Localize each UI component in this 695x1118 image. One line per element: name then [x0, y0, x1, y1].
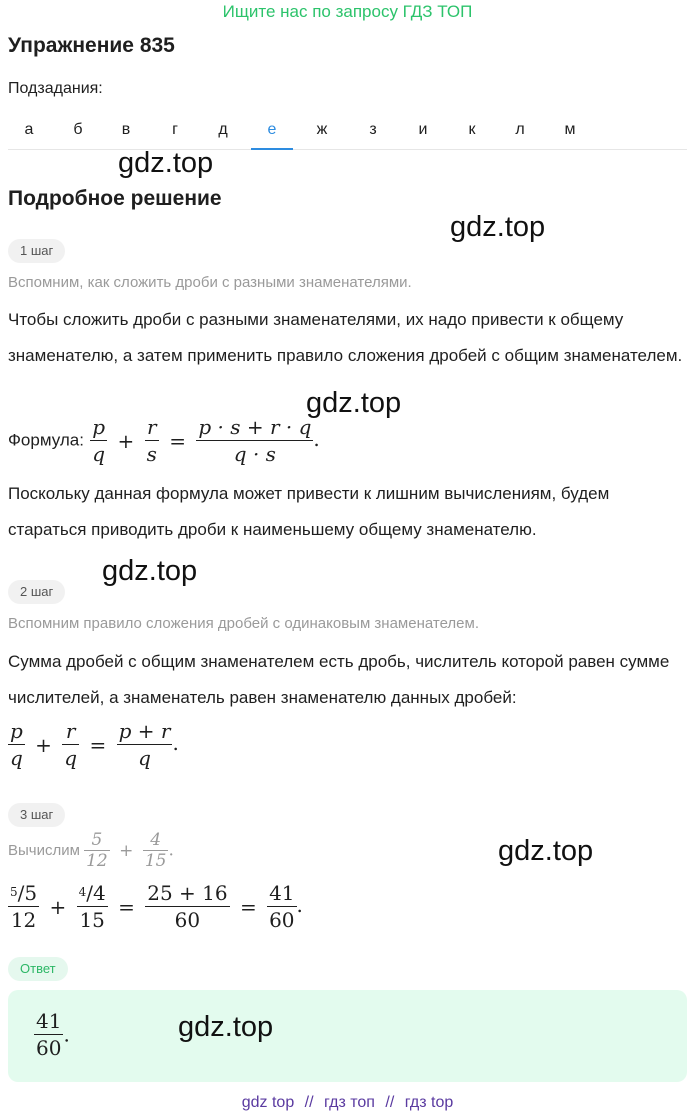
top-banner[interactable]: Ищите нас по запросу ГДЗ ТОП: [222, 2, 473, 21]
watermark: gdz.top: [306, 387, 402, 419]
fraction-p-q: $\frac{p}{q}$: [10, 719, 23, 770]
footer-links: [0, 1092, 695, 1114]
page-title: Упражнение 835: [8, 34, 175, 57]
step-1-text-2: Поскольку данная формула может привести к лишним вычислениям, будем стараться приводить дроби к наименьшему общему знаменателю.: [8, 484, 610, 539]
calc-fraction-4-15: $\frac{^4/4}{15}$: [78, 881, 106, 932]
calc-fraction-result: $\frac{41}{60}$: [269, 881, 295, 932]
answer-fraction: $\frac{41}{60}$: [36, 1009, 62, 1060]
fraction-r-q: $\frac{r}{q}$: [64, 719, 78, 770]
step-2-formula: $\frac{p}{q}$ + $\frac{r}{q}$ = $\frac{p + r}{q}$ .: [10, 719, 179, 770]
tab-z[interactable]: з: [369, 121, 377, 138]
calc-fraction-sum: $\frac{25 + 16}{60}$: [147, 881, 228, 932]
watermark: gdz.top: [450, 211, 546, 243]
hint-fraction-4-15: $\frac{4}{15}$: [144, 830, 167, 871]
tab-v[interactable]: в: [121, 121, 131, 138]
footer-link-gdz-top-mixed[interactable]: гдз top: [404, 1094, 454, 1111]
step-3-badge: 3 шаг: [8, 803, 65, 827]
formula-label: Формула:: [8, 430, 84, 450]
step-3-hint-text: Вычислим: [8, 842, 80, 860]
footer-link-gdz-top[interactable]: gdz top: [241, 1094, 295, 1111]
step-1-badge: 1 шаг: [8, 239, 65, 263]
footer-link-gdz-top-ru[interactable]: гдз топ: [324, 1094, 375, 1111]
fraction-r-s: $\frac{r}{s}$: [146, 415, 157, 466]
watermark: gdz.top: [102, 555, 198, 587]
hint-fraction-5-12: $\frac{5}{12}$: [86, 830, 108, 871]
subtask-tabs: [8, 112, 687, 150]
step-1-formula: Формула: $\frac{p}{q}$ + $\frac{r}{s}$ = $\frac{p \cdot s + r \cdot q}{q \cdot s}$ .: [8, 415, 320, 466]
tab-g[interactable]: г: [172, 121, 178, 138]
section-title: Подробное решение: [8, 187, 222, 210]
watermark: gdz.top: [118, 147, 214, 179]
step-2-badge: 2 шаг: [8, 580, 65, 604]
tab-zh[interactable]: ж: [316, 121, 328, 138]
tab-e[interactable]: е: [251, 112, 293, 150]
tab-i[interactable]: и: [418, 121, 428, 138]
fraction-result: $\frac{p \cdot s + r \cdot q}{q \cdot s}$: [198, 415, 312, 466]
footer-separator: //: [385, 1094, 395, 1111]
footer-separator: //: [304, 1094, 314, 1111]
answer-box: $\frac{41}{60}$ .: [8, 990, 687, 1082]
step-1-text: Чтобы сложить дроби с разными знаменателями, их надо привести к общему знаменателю, а затем применить правило сложения дробей с общим знаменателем.: [8, 310, 683, 365]
watermark: gdz.top: [178, 1011, 274, 1043]
subtasks-label: Подзадания:: [8, 80, 103, 97]
tab-d[interactable]: д: [218, 121, 228, 138]
answer-badge: Ответ: [8, 957, 68, 981]
fraction-p-q: $\frac{p}{q}$: [92, 415, 106, 466]
step-3-calc: $\frac{^5/5}{12}$ + $\frac{^4/4}{15}$ = $\frac{25 + 16}{60}$ = $\frac{41}{60}$ .: [10, 881, 303, 932]
watermark: gdz.top: [498, 835, 594, 867]
tab-l[interactable]: л: [515, 121, 525, 138]
step-2-text: Сумма дробей с общим знаменателем есть дробь, числитель которой равен сумме числителей, а знаменатель равен знаменателю данных дробей:: [8, 652, 670, 707]
tab-b[interactable]: б: [73, 121, 83, 138]
step-2-hint: Вспомним правило сложения дробей с одинаковым знаменателем.: [8, 615, 479, 632]
calc-fraction-5-12: $\frac{^5/5}{12}$: [10, 881, 38, 932]
step-3-hint: Вычислим $\frac{5}{12}$ + $\frac{4}{15}$ .: [8, 830, 174, 871]
fraction-result: $\frac{p + r}{q}$: [118, 719, 171, 770]
step-1-hint: Вспомним, как сложить дроби с разными знаменателями.: [8, 274, 412, 291]
tab-k[interactable]: к: [468, 121, 476, 138]
tab-a[interactable]: а: [24, 121, 34, 138]
tab-m[interactable]: м: [564, 121, 576, 138]
